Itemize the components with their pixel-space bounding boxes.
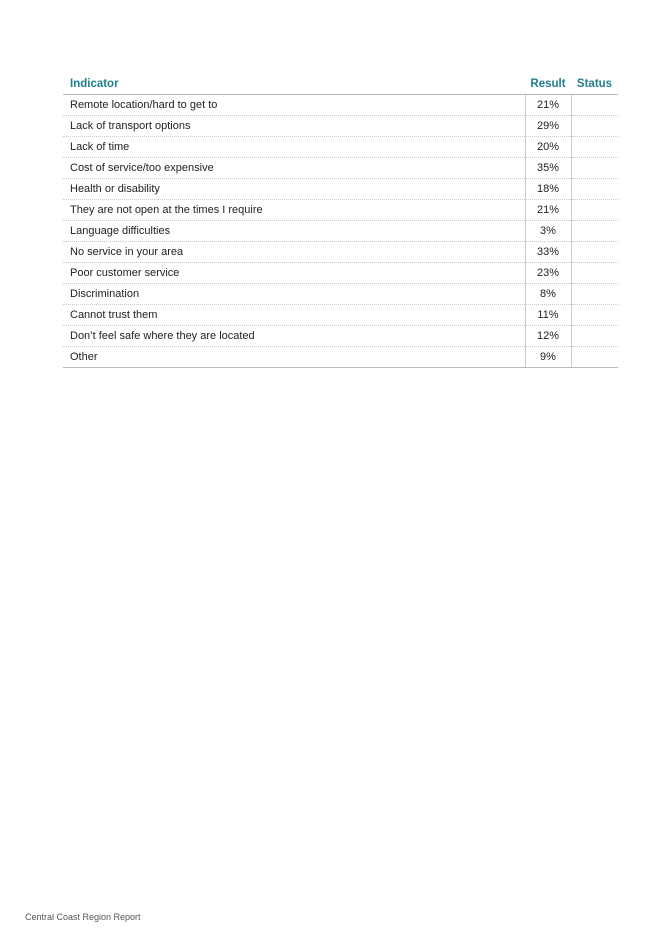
indicator-cell: Remote location/hard to get to xyxy=(63,95,525,116)
indicator-cell: Cannot trust them xyxy=(63,305,525,326)
status-cell xyxy=(571,242,618,263)
table-row xyxy=(63,284,618,305)
table-row xyxy=(63,158,618,179)
status-cell xyxy=(571,95,618,116)
table-row xyxy=(63,263,618,284)
indicator-cell: Poor customer service xyxy=(63,263,525,284)
indicator-cell: Cost of service/too expensive xyxy=(63,158,525,179)
status-cell xyxy=(571,200,618,221)
indicator-cell: Lack of transport options xyxy=(63,116,525,137)
result-cell: 33% xyxy=(525,242,571,263)
result-cell: 29% xyxy=(525,116,571,137)
table-row xyxy=(63,221,618,242)
header-status: Status xyxy=(571,74,618,95)
indicator-cell: Other xyxy=(63,347,525,368)
result-cell: 21% xyxy=(525,200,571,221)
status-cell xyxy=(571,179,618,200)
indicator-cell: Health or disability xyxy=(63,179,525,200)
indicator-cell: Lack of time xyxy=(63,137,525,158)
status-cell xyxy=(571,305,618,326)
result-cell: 23% xyxy=(525,263,571,284)
result-cell: 8% xyxy=(525,284,571,305)
result-cell: 21% xyxy=(525,95,571,116)
table-row xyxy=(63,116,618,137)
table-row xyxy=(63,179,618,200)
indicator-cell: Language difficulties xyxy=(63,221,525,242)
result-cell: 35% xyxy=(525,158,571,179)
header-indicator: Indicator xyxy=(63,74,525,95)
result-cell: 12% xyxy=(525,326,571,347)
indicator-cell: Discrimination xyxy=(63,284,525,305)
result-cell: 3% xyxy=(525,221,571,242)
result-cell: 11% xyxy=(525,305,571,326)
status-cell xyxy=(571,284,618,305)
table-header-row xyxy=(63,74,618,95)
indicator-table xyxy=(63,74,618,368)
result-cell: 18% xyxy=(525,179,571,200)
footer-report-name: Central Coast Region Report xyxy=(25,912,141,922)
table-row xyxy=(63,326,618,347)
status-cell xyxy=(571,347,618,368)
table-row xyxy=(63,242,618,263)
table-row xyxy=(63,137,618,158)
result-cell: 20% xyxy=(525,137,571,158)
table-row xyxy=(63,347,618,368)
status-cell xyxy=(571,263,618,284)
header-result: Result xyxy=(525,74,571,95)
status-cell xyxy=(571,116,618,137)
status-cell xyxy=(571,326,618,347)
status-cell xyxy=(571,137,618,158)
indicator-cell: No service in your area xyxy=(63,242,525,263)
table-row xyxy=(63,305,618,326)
status-cell xyxy=(571,158,618,179)
indicator-cell: Don’t feel safe where they are located xyxy=(63,326,525,347)
result-cell: 9% xyxy=(525,347,571,368)
indicator-cell: They are not open at the times I require xyxy=(63,200,525,221)
table-row xyxy=(63,200,618,221)
status-cell xyxy=(571,221,618,242)
table-row xyxy=(63,95,618,116)
